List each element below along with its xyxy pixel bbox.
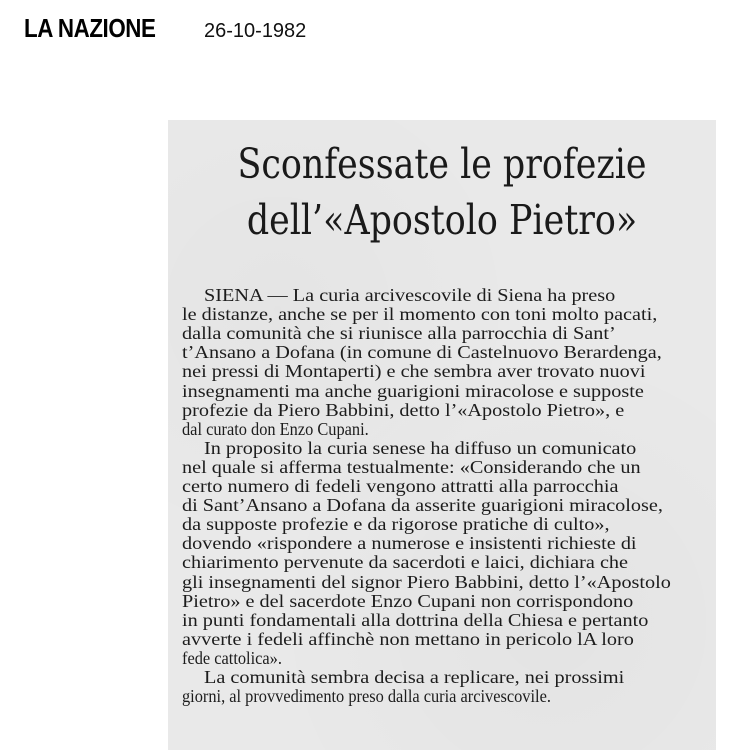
article-line: Pietro» e del sacerdote Enzo Cupani non corrispondono [182,590,634,611]
article-headline-line-2: dell’«Apostolo Pietro» [246,196,638,244]
publication-date: 26-10-1982 [204,20,307,42]
article-line: nei pressi di Montaperti) e che sembra aver trovato nuovi [182,361,646,382]
article-line: giorni, al provvedimento preso dalla curia arcivescovile. [182,686,551,707]
article-line: gli insegnamenti del signor Piero Babbini, detto l’«Apostolo [182,571,671,592]
article-line: avverte i fedeli affinchè non mettano in pericolo lA loro [182,628,634,649]
newspaper-clipping [168,120,716,750]
page-header [24,13,306,45]
article-line: t’Ansano a Dofana (in comune di Castelnuovo Berardenga, [182,342,662,363]
article-line: in punti fondamentali alla dottrina della Chiesa e pertanto [182,609,649,630]
article-line: chiarimento pervenute da sacerdoti e laici, dichiara che [182,552,629,573]
article-line: nel quale si afferma testualmente: «Considerando che un [182,456,641,477]
newspaper-masthead: LA NAZIONE [24,13,156,43]
article-line: SIENA — La curia arcivescovile di Siena ha preso [204,285,616,305]
article-line: dalla comunità che si riunisce alla parrocchia di Sant’ [182,323,616,344]
article-line: le distanze, anche se per il momento con toni molto pacati, [182,304,658,325]
article-line: insegnamenti ma anche guarigioni miracolose e supposte [182,380,644,401]
article-headline-line-1: Sconfessate le profezie [237,140,647,188]
article-body [168,120,716,750]
article-line: dal curato don Enzo Cupani. [182,418,369,439]
article-line: di Sant’Ansano a Dofana da asserite guarigioni miracolose, [182,495,663,516]
article-line: In proposito la curia senese ha diffuso un comunicato [204,437,637,458]
article-line: profezie da Piero Babbini, detto l’«Apostolo Pietro», e [182,399,625,420]
article-line: La comunità sembra decisa a replicare, nei prossimi [204,667,625,687]
article-line: dovendo «rispondere a numerose e insistenti richieste di [182,533,637,554]
article-line: da supposte profezie e da rigorose pratiche di culto», [182,514,610,535]
article-line: certo numero di fedeli vengono attratti alla parrocchia [182,476,619,496]
article-line: fede cattolica». [182,647,282,668]
